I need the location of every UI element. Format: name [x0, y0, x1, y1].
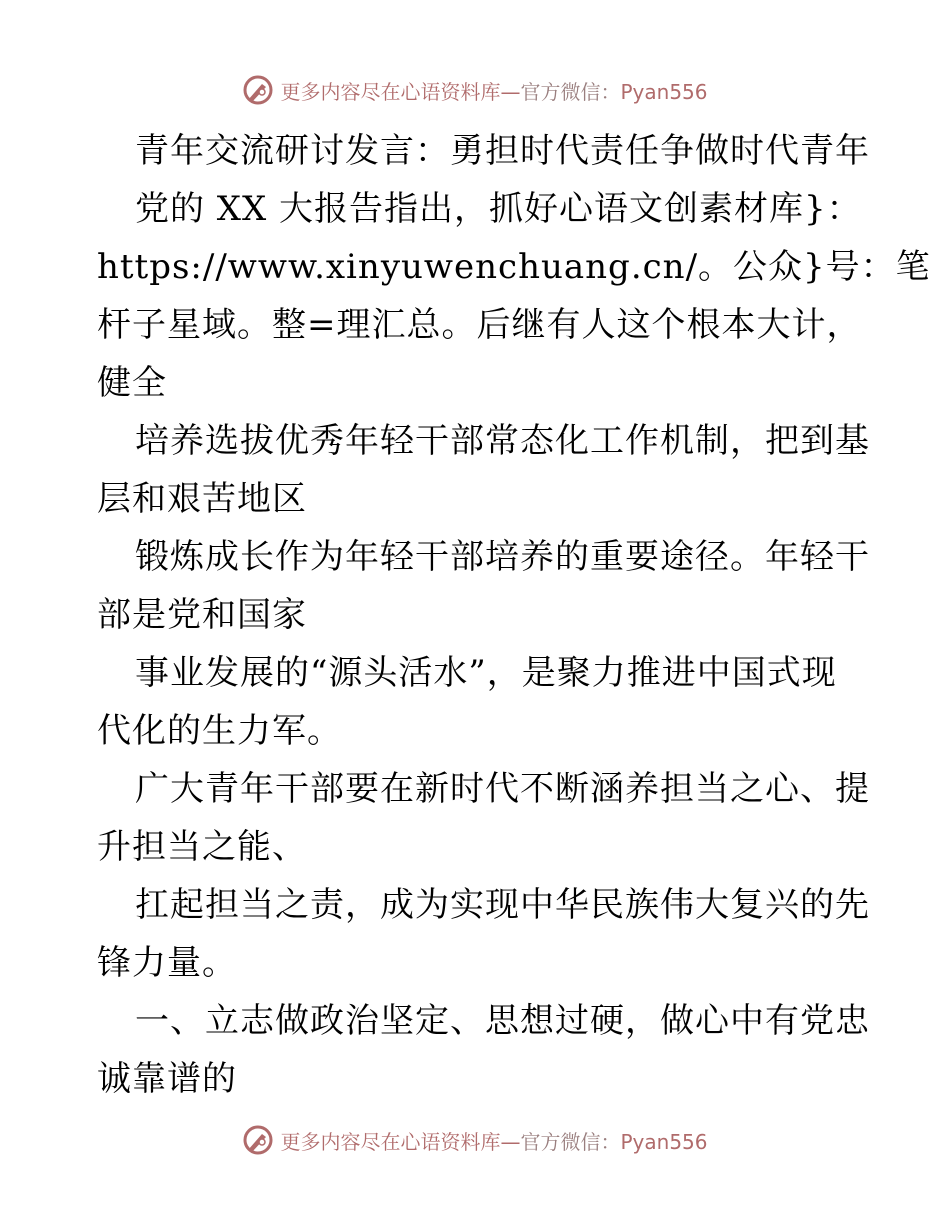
text-line: https://www.xinyuwenchuang.cn/。公众}号：笔 — [97, 247, 931, 287]
document-body — [97, 122, 931, 1108]
text-line: 扛起担当之责，成为实现中华民族伟大复兴的先 — [135, 885, 870, 925]
text-line: 层和艰苦地区 — [97, 479, 307, 519]
text-line: 广大青年干部要在新时代不断涵养担当之心、提 — [135, 769, 870, 809]
text-line: 一、立志做政治坚定、思想过硬，做心中有党忠 — [135, 1001, 870, 1041]
pen-logo-icon — [242, 74, 274, 106]
text-line: 杆子星域。整=理汇总。后继有人这个根本大计， — [97, 305, 862, 345]
text-line: 培养选拔优秀年轻干部常态化工作机制，把到基 — [135, 421, 870, 461]
watermark-text: 更多内容尽在心语资料库—官方微信：Pyan556 — [280, 79, 708, 104]
text-line: 锋力量。 — [97, 943, 237, 983]
footer-watermark — [0, 1120, 950, 1160]
text-line: 党的 XX 大报告指出，抓好心语文创素材库}： — [135, 189, 862, 229]
text-line: 升担当之能、 — [97, 827, 307, 867]
watermark-text: 更多内容尽在心语资料库—官方微信：Pyan556 — [280, 1129, 708, 1154]
pen-logo-icon — [242, 1124, 274, 1156]
text-line: 代化的生力军。 — [97, 711, 342, 751]
text-line: 部是党和国家 — [97, 595, 307, 635]
text-line: 诚靠谱的 — [97, 1059, 237, 1099]
text-line: 锻炼成长作为年轻干部培养的重要途径。年轻干 — [135, 537, 870, 577]
text-line: 健全 — [97, 363, 167, 403]
header-watermark — [0, 70, 950, 110]
text-line: 青年交流研讨发言：勇担时代责任争做时代青年 — [135, 131, 870, 171]
text-line: 事业发展的“源头活水”，是聚力推进中国式现 — [135, 653, 837, 693]
